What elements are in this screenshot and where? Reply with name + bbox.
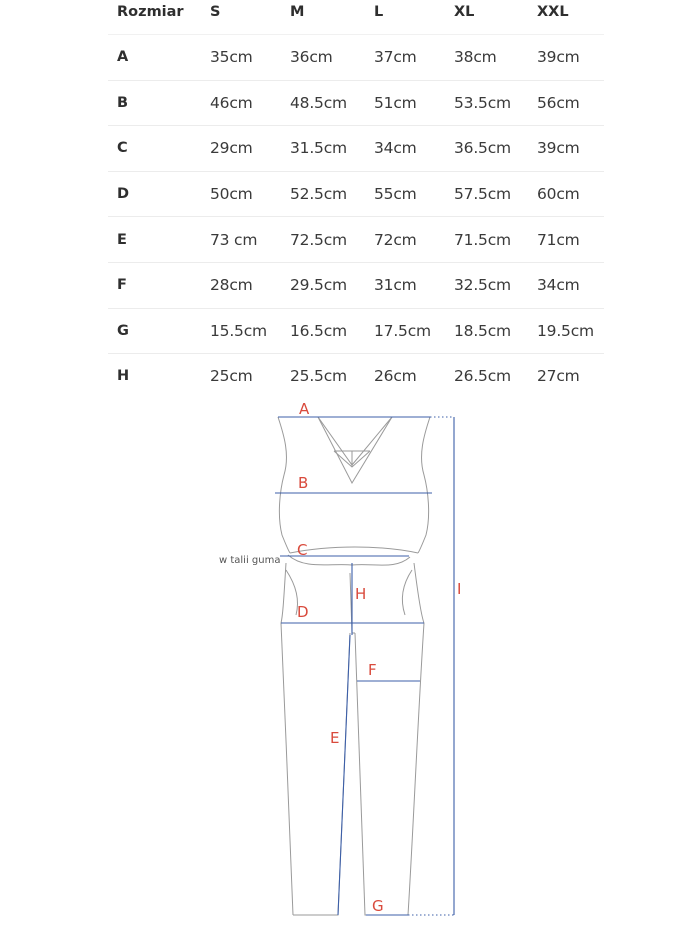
table-cell: 16.5cm — [290, 321, 347, 340]
label-h: H — [355, 585, 367, 603]
table-cell: 55cm — [374, 185, 417, 204]
table-cell: 52.5cm — [290, 185, 347, 204]
waist-note: w talii guma — [219, 555, 281, 566]
header-cell-xl: XL — [454, 4, 475, 20]
label-i: I — [457, 580, 462, 598]
row-key: F — [117, 277, 127, 294]
table-cell: 38cm — [454, 48, 497, 67]
header-cell-size: Rozmiar — [117, 4, 184, 20]
row-key: A — [117, 49, 129, 66]
table-cell: 48.5cm — [290, 93, 347, 112]
label-a: A — [299, 400, 310, 418]
label-b: B — [298, 474, 309, 492]
table-cell: 51cm — [374, 93, 417, 112]
header-cell-l: L — [374, 4, 384, 20]
row-key: H — [117, 368, 129, 385]
row-key: B — [117, 94, 128, 111]
table-row — [108, 126, 604, 172]
table-cell: 15.5cm — [210, 321, 267, 340]
label-g: G — [372, 897, 384, 915]
table-cell: 29.5cm — [290, 276, 347, 295]
table-cell: 25.5cm — [290, 367, 347, 386]
table-cell: 50cm — [210, 185, 253, 204]
table-row — [108, 309, 604, 355]
table-cell: 32.5cm — [454, 276, 511, 295]
jumpsuit-measurement-diagram — [0, 395, 700, 933]
table-row — [108, 217, 604, 263]
table-cell: 17.5cm — [374, 321, 431, 340]
table-cell: 39cm — [537, 48, 580, 67]
table-cell: 37cm — [374, 48, 417, 67]
label-f: F — [368, 661, 377, 679]
table-cell: 71.5cm — [454, 230, 511, 249]
table-cell: 46cm — [210, 93, 253, 112]
table-cell: 35cm — [210, 48, 253, 67]
row-key: D — [117, 186, 129, 203]
table-row — [108, 172, 604, 218]
label-d: D — [297, 603, 309, 621]
table-cell: 34cm — [537, 276, 580, 295]
table-cell: 29cm — [210, 139, 253, 158]
header-cell-s: S — [210, 4, 221, 20]
table-cell: 36.5cm — [454, 139, 511, 158]
table-header-row — [108, 0, 604, 35]
table-cell: 26cm — [374, 367, 417, 386]
table-cell: 28cm — [210, 276, 253, 295]
table-cell: 26.5cm — [454, 367, 511, 386]
table-cell: 31cm — [374, 276, 417, 295]
table-row — [108, 35, 604, 81]
table-cell: 19.5cm — [537, 321, 594, 340]
table-row — [108, 81, 604, 127]
table-cell: 39cm — [537, 139, 580, 158]
row-key: E — [117, 231, 127, 248]
table-cell: 36cm — [290, 48, 333, 67]
table-cell: 71cm — [537, 230, 580, 249]
header-cell-m: M — [290, 4, 305, 20]
size-table — [108, 0, 604, 399]
label-c: C — [297, 541, 308, 559]
row-key: C — [117, 140, 128, 157]
header-cell-xxl: XXL — [537, 4, 569, 20]
table-cell: 72cm — [374, 230, 417, 249]
table-cell: 25cm — [210, 367, 253, 386]
table-cell: 72.5cm — [290, 230, 347, 249]
table-cell: 73 cm — [210, 230, 258, 249]
table-cell: 18.5cm — [454, 321, 511, 340]
table-cell: 31.5cm — [290, 139, 347, 158]
table-cell: 34cm — [374, 139, 417, 158]
table-row — [108, 263, 604, 309]
table-cell: 60cm — [537, 185, 580, 204]
table-cell: 56cm — [537, 93, 580, 112]
table-row — [108, 354, 604, 399]
label-e: E — [330, 729, 340, 747]
table-cell: 53.5cm — [454, 93, 511, 112]
row-key: G — [117, 322, 129, 339]
table-cell: 27cm — [537, 367, 580, 386]
table-cell: 57.5cm — [454, 185, 511, 204]
